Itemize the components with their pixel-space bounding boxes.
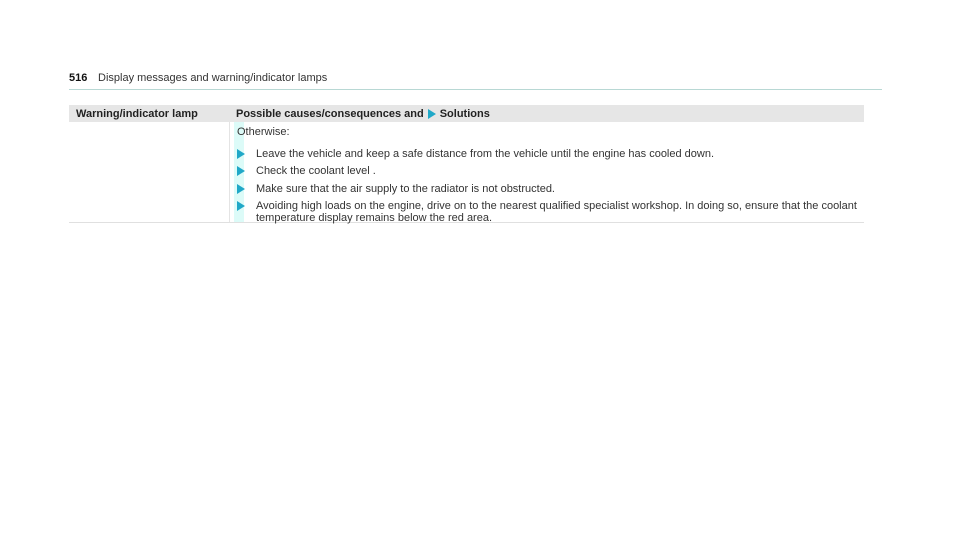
column-header-lamp: Warning/indicator lamp — [76, 108, 198, 120]
play-arrow-icon — [237, 184, 245, 194]
intro-text: Otherwise: — [237, 126, 290, 138]
play-arrow-icon — [237, 166, 245, 176]
page-header — [69, 70, 882, 90]
lamp-cell — [69, 122, 230, 222]
page-number: 516 — [69, 72, 88, 84]
warning-lamp-table — [69, 105, 864, 223]
play-arrow-icon — [428, 109, 436, 119]
solution-step — [237, 200, 861, 224]
table-header-row — [69, 105, 864, 122]
play-arrow-icon — [237, 201, 245, 211]
column-header-causes-label: Possible causes/consequences and — [236, 108, 424, 120]
play-arrow-icon — [237, 149, 245, 159]
column-header-solutions-label: Solutions — [439, 108, 490, 120]
column-header-causes — [236, 108, 490, 120]
solution-step — [237, 183, 861, 194]
step-text: Avoiding high loads on the engine, drive on to the nearest qualified specialist workshop. In doing so, ensure that the coolant temperature display remains below the red area. — [256, 200, 857, 224]
page-title: Display messages and warning/indicator lamps — [98, 72, 328, 84]
step-text: Check the coolant level . — [256, 165, 376, 177]
step-text: Leave the vehicle and keep a safe distance from the vehicle until the engine has cooled down. — [256, 148, 715, 160]
solution-step — [237, 148, 861, 159]
solution-step — [237, 165, 861, 176]
step-text: Make sure that the air supply to the radiator is not obstructed. — [256, 183, 555, 195]
